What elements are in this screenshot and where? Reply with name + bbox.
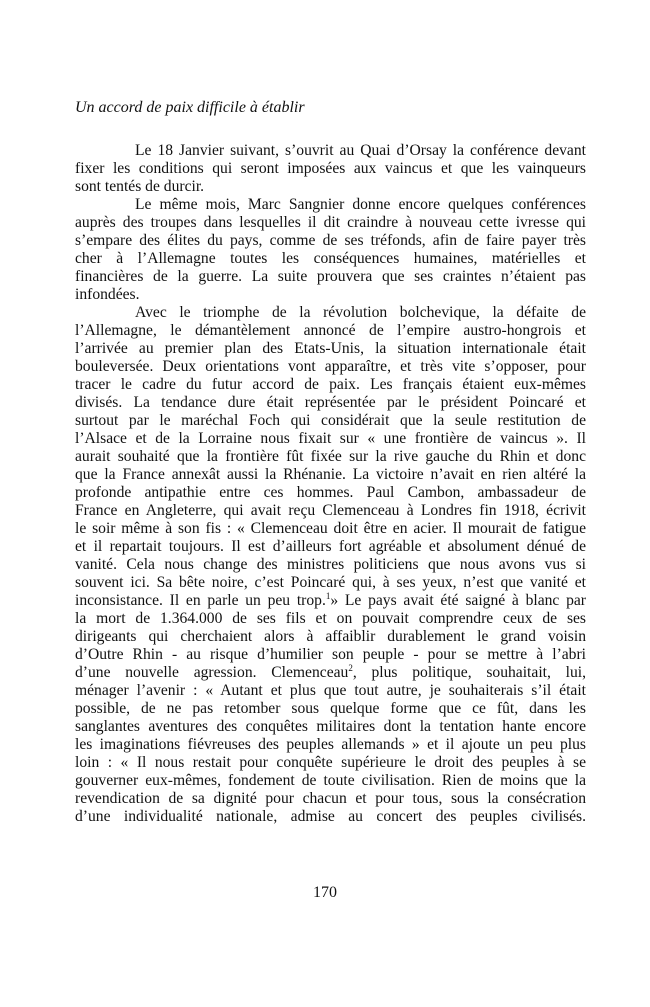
body-text <box>75 142 586 826</box>
paragraph <box>75 304 586 826</box>
text-line: ménager l’avenir : « Autant et plus que tout autre, je souhaiterais s’il était <box>75 682 586 699</box>
text-line: sont tentés de durcir. <box>75 178 205 195</box>
text-line: Avec le triomphe de la révolution bolchevique, la défaite de <box>135 304 586 321</box>
text-line: souvent ici. Sa bête noire, c’est Poincaré qui, à ses yeux, n’est que vanité et <box>75 574 586 591</box>
text-line: divisés. La tendance dure était représentée par le président Poincaré et <box>75 394 586 411</box>
text-line: vanité. Cela nous change des ministres politiciens que nous avons vus si <box>75 556 586 573</box>
text-line: bouleversée. Deux orientations vont apparaître, et très vite s’opposer, pour <box>75 358 586 375</box>
text-line: tracer le cadre du futur accord de paix. Les français étaient eux-mêmes <box>75 376 586 393</box>
text-segment: , plus politique, souhaitait, lui, <box>352 664 586 681</box>
text-line: et il repartait toujours. Il est d’ailleurs fort agréable et absolument dénué de <box>75 538 586 555</box>
text-line: auprès des troupes dans lesquelles il dit craindre à nouveau cette ivresse qui <box>75 214 586 231</box>
page-number: 170 <box>313 884 337 901</box>
text-line: d’une individualité nationale, admise au concert des peuples civilisés. <box>75 808 586 825</box>
text-line <box>75 592 586 610</box>
text-line: loin : « Il nous restait pour conquête supérieure le droit des peuples à se <box>75 754 586 771</box>
paragraph <box>75 196 586 304</box>
text-line: possible, de ne pas retomber sous quelque forme que ce fût, dans les <box>75 700 586 717</box>
text-line: dirigeants qui cherchaient alors à affaiblir durablement le grand voisin <box>75 628 586 645</box>
text-line: l’Alsace et de la Lorraine nous fixait sur « une frontière de vaincus ». Il <box>75 430 586 447</box>
text-line: sanglantes aventures des conquêtes militaires dont la tentation hante encore <box>75 718 586 735</box>
text-line: infondées. <box>75 286 140 303</box>
text-line: gouverner eux-mêmes, fondement de toute civilisation. Rien de moins que la <box>75 772 586 789</box>
text-line: profonde antipathie entre ces hommes. Paul Cambon, ambassadeur de <box>75 484 586 501</box>
text-line: l’arrivée au premier plan des Etats-Unis, la situation internationale était <box>75 340 586 357</box>
section-title: Un accord de paix difficile à établir <box>75 99 305 116</box>
text-line <box>75 664 586 682</box>
text-line: que la France annexât aussi la Rhénanie. La victoire n’avait en rien altéré la <box>75 466 586 483</box>
text-line: financières de la guerre. La suite prouvera que ses craintes n’étaient pas <box>75 268 586 285</box>
text-segment: inconsistance. Il en parle un peu trop. <box>75 592 326 609</box>
text-line: France en Angleterre, qui avait reçu Clemenceau à Londres fin 1918, écrivit <box>75 502 586 519</box>
text-line: les imaginations fiévreuses des peuples allemands » et il ajoute un peu plus <box>75 736 586 753</box>
text-line: Le 18 Janvier suivant, s’ouvrit au Quai d’Orsay la conférence devant <box>135 142 586 159</box>
text-segment: » Le pays avait été saigné à blanc par <box>330 592 586 609</box>
footnote-marker: 2 <box>348 663 353 673</box>
text-line: la mort de 1.364.000 de ses fils et on pouvait comprendre ceux de ses <box>75 610 586 627</box>
text-line: d’Outre Rhin - au risque d’humilier son peuple - pour se mettre à l’abri <box>75 646 586 663</box>
paragraph <box>75 142 586 196</box>
text-line: le soir même à son fis : « Clemenceau doit être en acier. Il mourait de fatigue <box>75 520 586 537</box>
text-line: revendication de sa dignité pour chacun et pour tous, sous la consécration <box>75 790 586 807</box>
text-line: fixer les conditions qui seront imposées aux vaincus et que les vainqueurs <box>75 160 586 177</box>
text-segment: d’une nouvelle agression. Clemenceau <box>75 664 349 681</box>
text-line: l’Allemagne, le démantèlement annoncé de l’empire austro-hongrois et <box>75 322 586 339</box>
text-line: Le même mois, Marc Sangnier donne encore quelques conférences <box>135 196 586 213</box>
footnote-marker: 1 <box>325 591 331 601</box>
text-line: aurait souhaité que la frontière fût fixée sur la rive gauche du Rhin et donc <box>75 448 586 465</box>
text-line: s’empare des élites du pays, comme de ses tréfonds, afin de faire payer très <box>75 232 586 249</box>
text-line: cher à l’Allemagne toutes les conséquences humaines, matérielles et <box>75 250 586 267</box>
text-line: surtout par le maréchal Foch qui considérait que la seule restitution de <box>75 412 586 429</box>
